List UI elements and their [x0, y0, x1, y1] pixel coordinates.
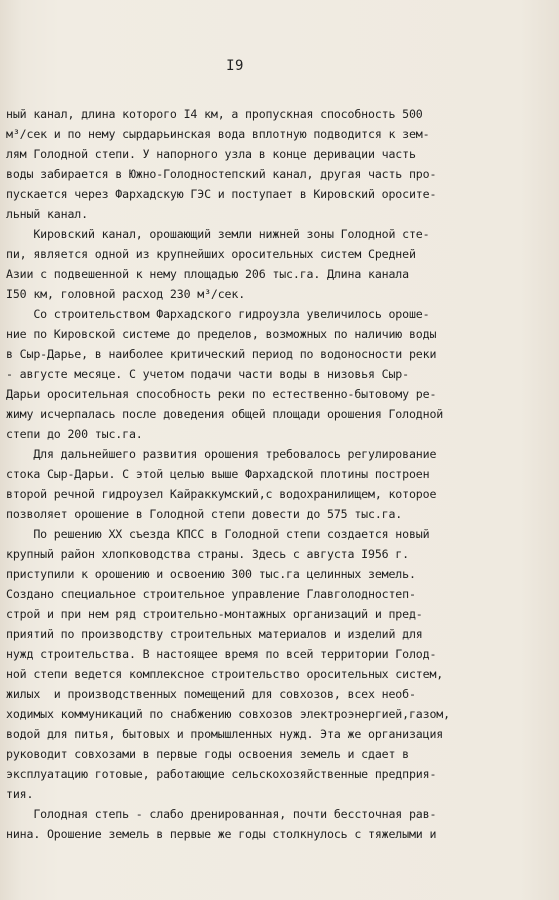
text-line: второй речной гидроузел Кайраккумский,с водохранилищем, которое — [6, 487, 437, 501]
text-line: водой для питья, бытовых и промышленных нужд. Эта же организация — [6, 727, 444, 741]
text-line: воды забирается в Южно-Голодностепский канал, другая часть про- — [6, 167, 437, 181]
text-line: I50 км, головной расход 230 м³/сек. — [6, 287, 246, 301]
text-line: Для дальнейшего развития орошения требовалось регулирование — [6, 447, 437, 461]
text-line: руководит совхозами в первые годы освоения земель и сдает в — [6, 747, 409, 761]
text-line: нужд строительства. В настоящее время по всей территории Голод- — [6, 647, 437, 661]
text-line: Создано специальное строительное управление Главголодностеп- — [6, 587, 416, 601]
text-line: льный канал. — [6, 207, 88, 221]
text-line: крупный район хлопководства страны. Здесь с августа I956 г. — [6, 547, 409, 561]
text-line: ходимых коммуникаций по снабжению совхозов электроэнергией,газом, — [6, 707, 450, 721]
text-line: Со строительством Фархадского гидроузла увеличилось ороше- — [6, 307, 430, 321]
text-line: пи, является одной из крупнейших оросительных систем Средней — [6, 247, 416, 261]
text-line: в Сыр-Дарье, в наиболее критический период по водоносности реки — [6, 347, 437, 361]
text-line: По решению XX съезда КПСС в Голодной степи создается новый — [6, 527, 430, 541]
text-line: степи до 200 тыс.га. — [6, 427, 143, 441]
text-line: Кировский канал, орошающий земли нижней зоны Голодной сте- — [6, 227, 430, 241]
text-line: м³/сек и по нему сырдарьинская вода вплотную подводится к зем- — [6, 127, 430, 141]
text-line: стока Сыр-Дарьи. С этой целью выше Фархадской плотины построен — [6, 467, 430, 481]
text-line: пускается через Фархадскую ГЭС и поступает в Кировский ороситe- — [6, 187, 437, 201]
text-line: Голодная степь - слабо дренированная, почти бессточная рав- — [6, 807, 437, 821]
text-line: строй и при нем ряд строительно-монтажных организаций и пред- — [6, 607, 423, 621]
text-line: ный канал, длина которого I4 км, а пропускная способность 500 — [6, 107, 423, 121]
text-line: нина. Орошение земель в первые же годы столкнулось с тяжелыми и — [6, 827, 437, 841]
text-line: - августе месяце. С учетом подачи части воды в низовья Сыр- — [6, 367, 409, 381]
text-line: приступили к орошению и освоению 300 тыс.га целинных земель. — [6, 567, 416, 581]
page-number: I9 — [226, 58, 244, 74]
text-line: жилых и производственных помещений для совхозов, всех необ- — [6, 687, 416, 701]
text-line: жиму исчерпалась после доведения общей площади орошения Голодной — [6, 407, 444, 421]
text-line: Азии с подвешенной к нему площадью 206 тыс.га. Длина канала — [6, 267, 409, 281]
text-line: ной степи ведется комплексное строительство оросительных систем, — [6, 667, 444, 681]
text-line: приятий по производству строительных материалов и изделий для — [6, 627, 423, 641]
text-line: позволяет орошение в Голодной степи довести до 575 тыс.га. — [6, 507, 403, 521]
text-line: ние по Кировской системе до пределов, возможных по наличию воды — [6, 327, 437, 341]
text-line: эксплуатацию готовые, работающие сельскохозяйственные предприя- — [6, 767, 437, 781]
text-line: лям Голодной степи. У напорного узла в конце деривации часть — [6, 147, 416, 161]
text-line: тия. — [6, 787, 34, 801]
text-line: Дарьи оросительная способность реки по естественно-бытовому ре- — [6, 387, 437, 401]
